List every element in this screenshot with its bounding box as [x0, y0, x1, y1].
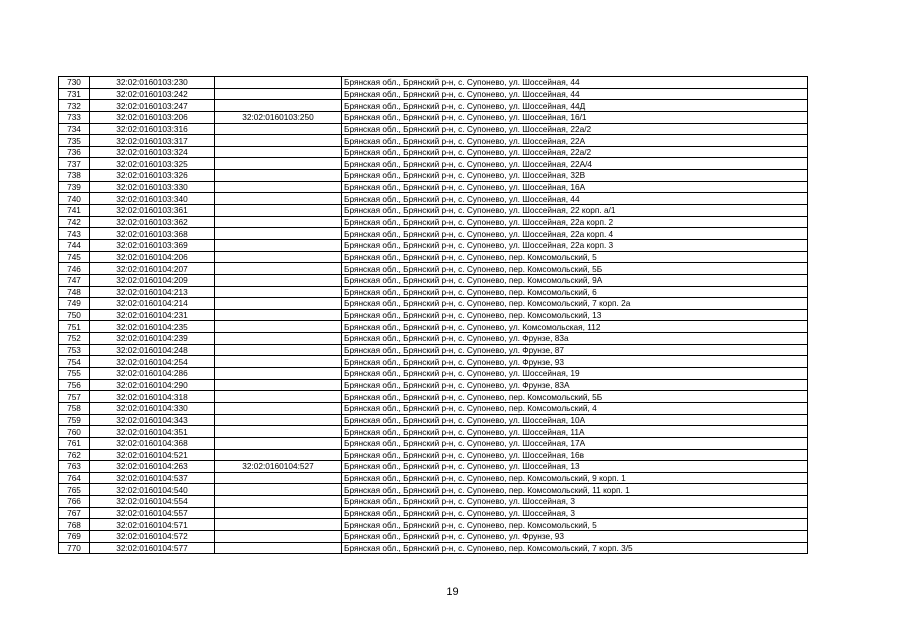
address-cell: Брянская обл., Брянский р-н, с. Супонево, пер. Комсомольский, 7 корп. 2а: [342, 298, 808, 310]
table-row: [59, 530, 808, 542]
cadastral-number-cell: 32:02:0160103:325: [90, 158, 215, 170]
registry-table-body: [59, 77, 808, 554]
parent-cadastral-number-cell: [215, 344, 342, 356]
parent-cadastral-number-cell: [215, 484, 342, 496]
address-cell: Брянская обл., Брянский р-н, с. Супонево, пер. Комсомольский, 9 корп. 1: [342, 472, 808, 484]
parent-cadastral-number-cell: [215, 321, 342, 333]
row-number-cell: 752: [59, 333, 90, 345]
row-number-cell: 753: [59, 344, 90, 356]
parent-cadastral-number-cell: [215, 158, 342, 170]
address-cell: Брянская обл., Брянский р-н, с. Супонево, пер. Комсомольский, 5: [342, 251, 808, 263]
table-row: [59, 274, 808, 286]
table-row: [59, 356, 808, 368]
table-row: [59, 368, 808, 380]
table-row: [59, 88, 808, 100]
parent-cadastral-number-cell: [215, 426, 342, 438]
cadastral-number-cell: 32:02:0160104:368: [90, 437, 215, 449]
row-number-cell: 760: [59, 426, 90, 438]
cadastral-number-cell: 32:02:0160103:330: [90, 181, 215, 193]
cadastral-number-cell: 32:02:0160104:290: [90, 379, 215, 391]
address-cell: Брянская обл., Брянский р-н, с. Супонево, пер. Комсомольский, 7 корп. 3/5: [342, 542, 808, 554]
parent-cadastral-number-cell: [215, 146, 342, 158]
table-row: [59, 263, 808, 275]
cadastral-number-cell: 32:02:0160104:231: [90, 309, 215, 321]
parent-cadastral-number-cell: [215, 216, 342, 228]
cadastral-number-cell: 32:02:0160103:242: [90, 88, 215, 100]
address-cell: Брянская обл., Брянский р-н, с. Супонево, ул. Шоссейная, 22А: [342, 135, 808, 147]
table-row: [59, 205, 808, 217]
parent-cadastral-number-cell: [215, 274, 342, 286]
address-cell: Брянская обл., Брянский р-н, с. Супонево, ул. Шоссейная, 3: [342, 496, 808, 508]
address-cell: Брянская обл., Брянский р-н, с. Супонево, ул. Шоссейная, 19: [342, 368, 808, 380]
table-row: [59, 496, 808, 508]
parent-cadastral-number-cell: [215, 88, 342, 100]
address-cell: Брянская обл., Брянский р-н, с. Супонево, пер. Комсомольский, 5: [342, 519, 808, 531]
row-number-cell: 769: [59, 530, 90, 542]
address-cell: Брянская обл., Брянский р-н, с. Супонево, ул. Шоссейная, 16А: [342, 181, 808, 193]
table-row: [59, 298, 808, 310]
parent-cadastral-number-cell: [215, 519, 342, 531]
table-row: [59, 286, 808, 298]
cadastral-number-cell: 32:02:0160104:351: [90, 426, 215, 438]
table-row: [59, 111, 808, 123]
cadastral-number-cell: 32:02:0160104:557: [90, 507, 215, 519]
address-cell: Брянская обл., Брянский р-н, с. Супонево, ул. Шоссейная, 44: [342, 193, 808, 205]
address-cell: Брянская обл., Брянский р-н, с. Супонево, ул. Фрунзе, 87: [342, 344, 808, 356]
cadastral-number-cell: 32:02:0160103:368: [90, 228, 215, 240]
parent-cadastral-number-cell: [215, 507, 342, 519]
row-number-cell: 745: [59, 251, 90, 263]
parent-cadastral-number-cell: [215, 309, 342, 321]
parent-cadastral-number-cell: [215, 193, 342, 205]
parent-cadastral-number-cell: [215, 286, 342, 298]
cadastral-number-cell: 32:02:0160104:540: [90, 484, 215, 496]
row-number-cell: 761: [59, 437, 90, 449]
table-row: [59, 333, 808, 345]
address-cell: Брянская обл., Брянский р-н, с. Супонево, ул. Шоссейная, 44Д: [342, 100, 808, 112]
parent-cadastral-number-cell: [215, 205, 342, 217]
table-row: [59, 77, 808, 89]
row-number-cell: 751: [59, 321, 90, 333]
address-cell: Брянская обл., Брянский р-н, с. Супонево, ул. Комсомольская, 112: [342, 321, 808, 333]
table-row: [59, 449, 808, 461]
cadastral-number-cell: 32:02:0160103:316: [90, 123, 215, 135]
address-cell: Брянская обл., Брянский р-н, с. Супонево, ул. Шоссейная, 13: [342, 461, 808, 473]
parent-cadastral-number-cell: [215, 356, 342, 368]
address-cell: Брянская обл., Брянский р-н, с. Супонево, ул. Шоссейная, 32В: [342, 170, 808, 182]
cadastral-number-cell: 32:02:0160104:577: [90, 542, 215, 554]
table-row: [59, 123, 808, 135]
parent-cadastral-number-cell: [215, 530, 342, 542]
page-number: 19: [446, 586, 459, 598]
table-row: [59, 181, 808, 193]
parent-cadastral-number-cell: [215, 123, 342, 135]
row-number-cell: 740: [59, 193, 90, 205]
address-cell: Брянская обл., Брянский р-н, с. Супонево, пер. Комсомольский, 4: [342, 402, 808, 414]
cadastral-number-cell: 32:02:0160104:213: [90, 286, 215, 298]
cadastral-number-cell: 32:02:0160103:326: [90, 170, 215, 182]
address-cell: Брянская обл., Брянский р-н, с. Супонево, пер. Комсомольский, 5Б: [342, 391, 808, 403]
cadastral-number-cell: 32:02:0160104:330: [90, 402, 215, 414]
row-number-cell: 755: [59, 368, 90, 380]
row-number-cell: 742: [59, 216, 90, 228]
address-cell: Брянская обл., Брянский р-н, с. Супонево, ул. Шоссейная, 22а/2: [342, 123, 808, 135]
table-row: [59, 507, 808, 519]
table-row: [59, 461, 808, 473]
parent-cadastral-number-cell: [215, 298, 342, 310]
row-number-cell: 766: [59, 496, 90, 508]
parent-cadastral-number-cell: [215, 170, 342, 182]
cadastral-number-cell: 32:02:0160103:362: [90, 216, 215, 228]
address-cell: Брянская обл., Брянский р-н, с. Супонево, ул. Шоссейная, 44: [342, 88, 808, 100]
row-number-cell: 739: [59, 181, 90, 193]
address-cell: Брянская обл., Брянский р-н, с. Супонево, ул. Шоссейная, 22а корп. 3: [342, 239, 808, 251]
cadastral-number-cell: 32:02:0160103:324: [90, 146, 215, 158]
address-cell: Брянская обл., Брянский р-н, с. Супонево, пер. Комсомольский, 6: [342, 286, 808, 298]
row-number-cell: 730: [59, 77, 90, 89]
address-cell: Брянская обл., Брянский р-н, с. Супонево, пер. Комсомольский, 9А: [342, 274, 808, 286]
cadastral-number-cell: 32:02:0160104:254: [90, 356, 215, 368]
address-cell: Брянская обл., Брянский р-н, с. Супонево, ул. Шоссейная, 22а корп. 4: [342, 228, 808, 240]
cadastral-number-cell: 32:02:0160104:209: [90, 274, 215, 286]
row-number-cell: 754: [59, 356, 90, 368]
row-number-cell: 741: [59, 205, 90, 217]
row-number-cell: 749: [59, 298, 90, 310]
address-cell: Брянская обл., Брянский р-н, с. Супонево, ул. Шоссейная, 22 корп. а/1: [342, 205, 808, 217]
row-number-cell: 768: [59, 519, 90, 531]
address-cell: Брянская обл., Брянский р-н, с. Супонево, ул. Шоссейная, 16/1: [342, 111, 808, 123]
row-number-cell: 735: [59, 135, 90, 147]
row-number-cell: 738: [59, 170, 90, 182]
cadastral-number-cell: 32:02:0160104:239: [90, 333, 215, 345]
registry-table: [58, 76, 808, 554]
address-cell: Брянская обл., Брянский р-н, с. Супонево, пер. Комсомольский, 13: [342, 309, 808, 321]
parent-cadastral-number-cell: [215, 333, 342, 345]
cadastral-number-cell: 32:02:0160104:343: [90, 414, 215, 426]
parent-cadastral-number-cell: [215, 368, 342, 380]
cadastral-number-cell: 32:02:0160104:214: [90, 298, 215, 310]
table-row: [59, 519, 808, 531]
table-row: [59, 426, 808, 438]
parent-cadastral-number-cell: 32:02:0160104:527: [215, 461, 342, 473]
table-row: [59, 542, 808, 554]
row-number-cell: 770: [59, 542, 90, 554]
parent-cadastral-number-cell: [215, 263, 342, 275]
cadastral-number-cell: 32:02:0160103:206: [90, 111, 215, 123]
row-number-cell: 764: [59, 472, 90, 484]
table-row: [59, 379, 808, 391]
cadastral-number-cell: 32:02:0160104:206: [90, 251, 215, 263]
row-number-cell: 758: [59, 402, 90, 414]
parent-cadastral-number-cell: [215, 402, 342, 414]
cadastral-number-cell: 32:02:0160103:317: [90, 135, 215, 147]
row-number-cell: 737: [59, 158, 90, 170]
cadastral-number-cell: 32:02:0160103:369: [90, 239, 215, 251]
row-number-cell: 759: [59, 414, 90, 426]
address-cell: Брянская обл., Брянский р-н, с. Супонево, ул. Фрунзе, 93: [342, 530, 808, 542]
table-row: [59, 100, 808, 112]
row-number-cell: 743: [59, 228, 90, 240]
address-cell: Брянская обл., Брянский р-н, с. Супонево, пер. Комсомольский, 11 корп. 1: [342, 484, 808, 496]
row-number-cell: 767: [59, 507, 90, 519]
cadastral-number-cell: 32:02:0160103:230: [90, 77, 215, 89]
row-number-cell: 756: [59, 379, 90, 391]
address-cell: Брянская обл., Брянский р-н, с. Супонево, ул. Шоссейная, 22а корп. 2: [342, 216, 808, 228]
cadastral-number-cell: 32:02:0160104:286: [90, 368, 215, 380]
cadastral-number-cell: 32:02:0160103:361: [90, 205, 215, 217]
cadastral-number-cell: 32:02:0160104:207: [90, 263, 215, 275]
parent-cadastral-number-cell: [215, 391, 342, 403]
table-row: [59, 344, 808, 356]
cadastral-number-cell: 32:02:0160103:340: [90, 193, 215, 205]
parent-cadastral-number-cell: [215, 228, 342, 240]
row-number-cell: 757: [59, 391, 90, 403]
cadastral-number-cell: 32:02:0160103:247: [90, 100, 215, 112]
table-row: [59, 146, 808, 158]
address-cell: Брянская обл., Брянский р-н, с. Супонево, пер. Комсомольский, 5Б: [342, 263, 808, 275]
address-cell: Брянская обл., Брянский р-н, с. Супонево, ул. Шоссейная, 22а/2: [342, 146, 808, 158]
cadastral-number-cell: 32:02:0160104:235: [90, 321, 215, 333]
parent-cadastral-number-cell: [215, 414, 342, 426]
table-row: [59, 239, 808, 251]
table-row: [59, 437, 808, 449]
address-cell: Брянская обл., Брянский р-н, с. Супонево, ул. Шоссейная, 22А/4: [342, 158, 808, 170]
row-number-cell: 736: [59, 146, 90, 158]
row-number-cell: 746: [59, 263, 90, 275]
parent-cadastral-number-cell: [215, 135, 342, 147]
address-cell: Брянская обл., Брянский р-н, с. Супонево, ул. Шоссейная, 17А: [342, 437, 808, 449]
row-number-cell: 734: [59, 123, 90, 135]
cadastral-number-cell: 32:02:0160104:537: [90, 472, 215, 484]
cadastral-number-cell: 32:02:0160104:263: [90, 461, 215, 473]
cadastral-number-cell: 32:02:0160104:248: [90, 344, 215, 356]
parent-cadastral-number-cell: [215, 472, 342, 484]
row-number-cell: 733: [59, 111, 90, 123]
parent-cadastral-number-cell: [215, 449, 342, 461]
parent-cadastral-number-cell: [215, 181, 342, 193]
table-row: [59, 216, 808, 228]
row-number-cell: 744: [59, 239, 90, 251]
row-number-cell: 763: [59, 461, 90, 473]
cadastral-number-cell: 32:02:0160104:571: [90, 519, 215, 531]
table-row: [59, 228, 808, 240]
address-cell: Брянская обл., Брянский р-н, с. Супонево, ул. Шоссейная, 44: [342, 77, 808, 89]
table-row: [59, 414, 808, 426]
table-row: [59, 158, 808, 170]
row-number-cell: 762: [59, 449, 90, 461]
table-row: [59, 472, 808, 484]
table-row: [59, 402, 808, 414]
parent-cadastral-number-cell: [215, 496, 342, 508]
address-cell: Брянская обл., Брянский р-н, с. Супонево, ул. Шоссейная, 11А: [342, 426, 808, 438]
row-number-cell: 747: [59, 274, 90, 286]
table-row: [59, 135, 808, 147]
table-row: [59, 391, 808, 403]
address-cell: Брянская обл., Брянский р-н, с. Супонево, ул. Фрунзе, 83А: [342, 379, 808, 391]
parent-cadastral-number-cell: [215, 239, 342, 251]
cadastral-number-cell: 32:02:0160104:318: [90, 391, 215, 403]
table-row: [59, 484, 808, 496]
table-row: [59, 170, 808, 182]
address-cell: Брянская обл., Брянский р-н, с. Супонево, ул. Шоссейная, 3: [342, 507, 808, 519]
row-number-cell: 750: [59, 309, 90, 321]
parent-cadastral-number-cell: [215, 100, 342, 112]
parent-cadastral-number-cell: [215, 251, 342, 263]
parent-cadastral-number-cell: [215, 77, 342, 89]
parent-cadastral-number-cell: [215, 542, 342, 554]
row-number-cell: 731: [59, 88, 90, 100]
parent-cadastral-number-cell: 32:02:0160103:250: [215, 111, 342, 123]
address-cell: Брянская обл., Брянский р-н, с. Супонево, ул. Шоссейная, 16в: [342, 449, 808, 461]
cadastral-number-cell: 32:02:0160104:572: [90, 530, 215, 542]
parent-cadastral-number-cell: [215, 379, 342, 391]
parent-cadastral-number-cell: [215, 437, 342, 449]
cadastral-number-cell: 32:02:0160104:554: [90, 496, 215, 508]
address-cell: Брянская обл., Брянский р-н, с. Супонево, ул. Фрунзе, 93: [342, 356, 808, 368]
table-row: [59, 193, 808, 205]
row-number-cell: 765: [59, 484, 90, 496]
table-row: [59, 251, 808, 263]
table-row: [59, 321, 808, 333]
row-number-cell: 748: [59, 286, 90, 298]
row-number-cell: 732: [59, 100, 90, 112]
table-row: [59, 309, 808, 321]
address-cell: Брянская обл., Брянский р-н, с. Супонево, ул. Фрунзе, 83а: [342, 333, 808, 345]
cadastral-number-cell: 32:02:0160104:521: [90, 449, 215, 461]
address-cell: Брянская обл., Брянский р-н, с. Супонево, ул. Шоссейная, 10А: [342, 414, 808, 426]
